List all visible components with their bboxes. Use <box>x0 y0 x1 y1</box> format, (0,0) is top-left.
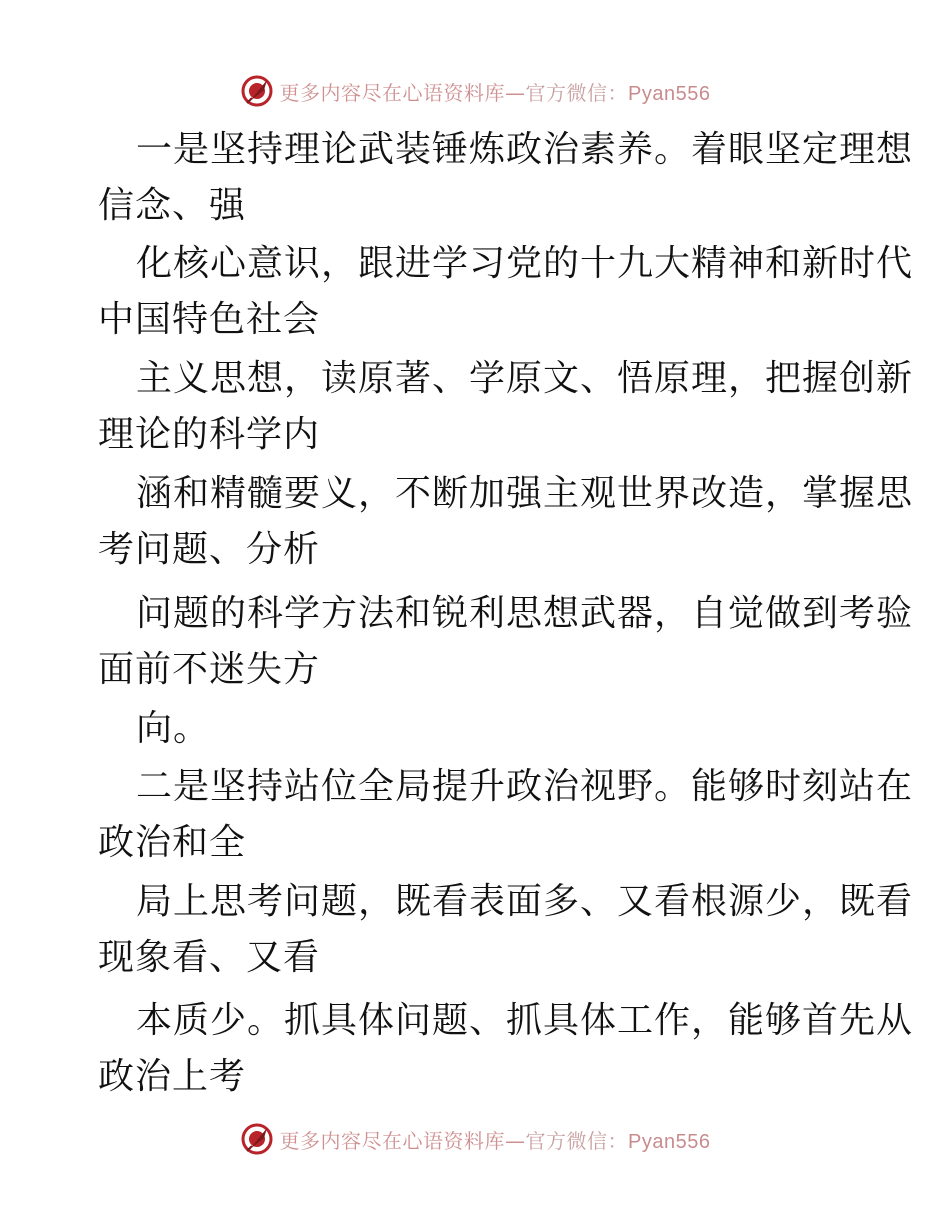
paragraph-line: 现象看、又看 <box>98 937 321 978</box>
paragraph-line: 主义思想，读原著、学原文、悟原理，把握创新 <box>136 358 914 399</box>
footer-banner-text <box>280 1125 711 1154</box>
paragraph-line: 中国特色社会 <box>98 299 321 340</box>
quill-logo-icon <box>240 74 274 108</box>
header-brand-text: 更多内容尽在心语资料库 <box>279 80 506 105</box>
footer-brand-text: 更多内容尽在心语资料库 <box>279 1128 506 1153</box>
paragraph-line: 向。 <box>136 708 211 749</box>
header-banner <box>0 71 950 111</box>
paragraph-line: 本质少。抓具体问题、抓具体工作，能够首先从 <box>136 1000 914 1041</box>
paragraph-line: 考问题、分析 <box>98 529 321 570</box>
paragraph-line: 涵和精髓要义，不断加强主观世界改造，掌握思 <box>136 473 914 514</box>
header-wechat-id: Pyan556 <box>628 82 711 105</box>
quill-logo-icon <box>240 1122 274 1156</box>
header-banner-text <box>280 77 711 106</box>
header-dash: — <box>505 80 526 105</box>
paragraph-line: 理论的科学内 <box>98 414 321 455</box>
footer-banner <box>0 1119 950 1159</box>
footer-wechat-label: 官方微信： <box>525 1128 629 1153</box>
paragraph-line: 一是坚持理论武装锤炼政治素养。着眼坚定理想 <box>136 129 914 170</box>
paragraph-line: 信念、强 <box>98 185 247 226</box>
footer-dash: — <box>505 1128 526 1153</box>
paragraph-line: 问题的科学方法和锐利思想武器，自觉做到考验 <box>136 593 914 634</box>
paragraph-line: 化核心意识，跟进学习党的十九大精神和新时代 <box>136 243 914 284</box>
paragraph-line: 局上思考问题，既看表面多、又看根源少，既看 <box>136 881 914 922</box>
header-wechat-label: 官方微信： <box>525 80 629 105</box>
paragraph-line: 面前不迷失方 <box>98 649 321 690</box>
paragraph-line: 政治上考 <box>98 1056 247 1097</box>
paragraph-line: 二是坚持站位全局提升政治视野。能够时刻站在 <box>136 766 914 807</box>
paragraph-line: 政治和全 <box>98 822 247 863</box>
footer-wechat-id: Pyan556 <box>628 1130 711 1153</box>
